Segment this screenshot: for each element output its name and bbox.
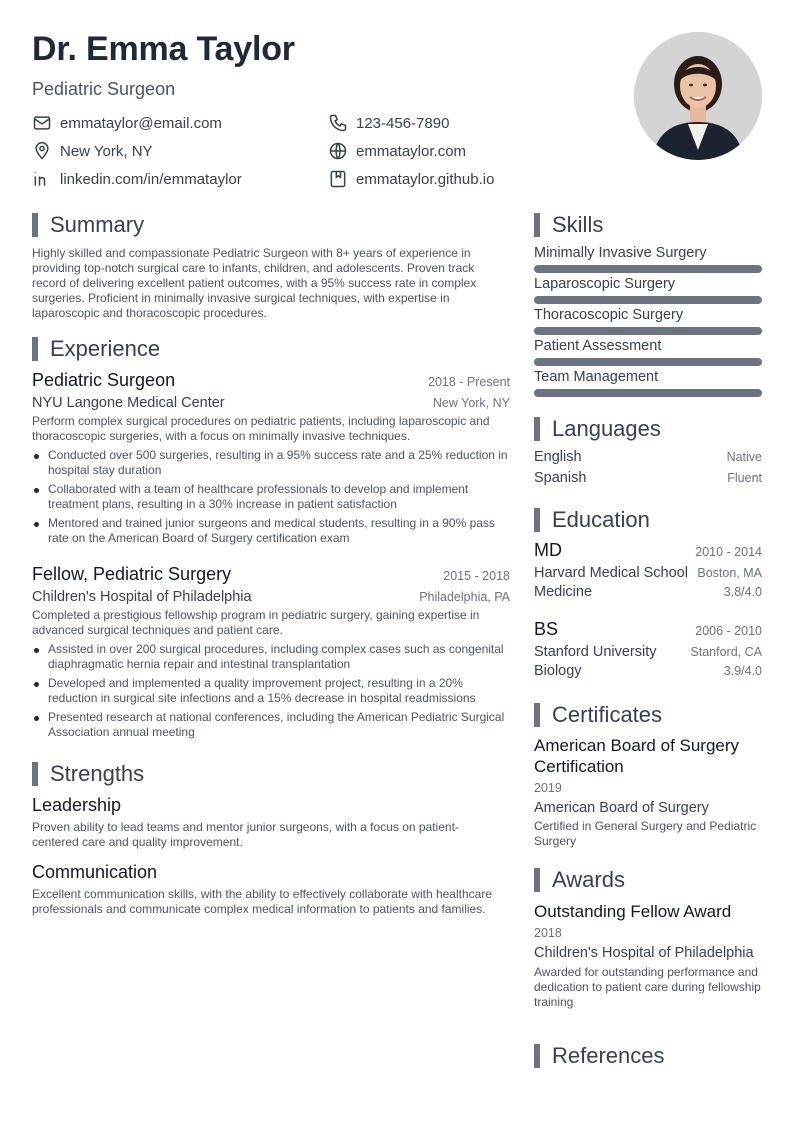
strength-description: Excellent communication skills, with the ability to effectively collaborate with healthcare professionals and communicate complex medical information to patients and families. [32,887,492,916]
job-dates: 2018 - Present [428,375,510,389]
section-strengths [32,761,144,787]
section-certificates [534,702,662,728]
candidate-title: Pediatric Surgeon [32,79,176,99]
section-marker [534,417,540,441]
degree: MD [534,540,562,560]
company-name: Children's Hospital of Philadelphia [32,589,252,605]
skill-level-bar [534,389,762,397]
strength-entry [32,795,510,850]
list-item: Collaborated with a team of healthcare professionals to develop and implement treatment plans, resulting in a 30% increase in patient satisfaction [32,482,510,512]
section-marker [534,508,540,532]
language-level: Native [726,450,762,464]
map-pin-icon [32,141,52,161]
certificate-name: American Board of Surgery Certification [534,736,740,776]
job-title: Pediatric Surgeon [32,370,176,390]
language-item [534,470,762,491]
job-title: Fellow, Pediatric Surgery [32,564,232,584]
education-entry [534,540,762,600]
school-location: Stanford, CA [690,645,762,659]
candidate-name: Dr. Emma Taylor [32,30,295,68]
website-text: emmataylor.com [356,142,467,160]
skill-name: Minimally Invasive Surgery [534,245,707,261]
list-item: Presented research at national conferences, including the American Pediatric Surgical Association annual meeting [32,710,510,740]
list-item: Developed and implemented a quality improvement project, resulting in a 20% reduction in surgical site infections and a 15% decrease in hospital readmissions [32,676,510,706]
section-marker [32,213,38,237]
linkedin-text: linkedin.com/in/emmataylor [60,170,242,188]
skill-name: Thoracoscopic Surgery [534,307,684,323]
phone-icon [328,113,348,133]
award-year: 2018 [534,926,562,940]
language-name: English [534,449,582,465]
list-item: Mentored and trained junior surgeons and medical students, resulting in a 90% pass rate on the American Board of Surgery certification exam [32,516,510,546]
skill-name: Team Management [534,369,659,385]
section-title: Summary [50,212,145,237]
skill-item [534,338,762,369]
section-marker [32,762,38,786]
strength-name: Leadership [32,795,122,815]
location-text: New York, NY [60,142,153,160]
mail-icon [32,113,52,133]
field-of-study: Biology [534,663,582,679]
job-bullets [32,642,510,740]
certificate-description: Certified in General Surgery and Pediatric Surgery [534,819,757,848]
section-marker [534,868,540,892]
section-title: Strengths [50,761,145,786]
award-name: Outstanding Fellow Award [534,902,732,921]
strength-description: Proven ability to lead teams and mentor junior surgeons, with a focus on patient-centered care and quality improvement. [32,820,459,849]
skill-item [534,369,762,400]
section-languages [534,416,661,442]
section-title: Awards [552,867,625,892]
gpa: 3.9/4.0 [723,664,762,678]
award-entry [534,901,762,1010]
list-item: Conducted over 500 surgeries, resulting in a 95% success rate and a 25% reduction in hospital stay duration [32,448,510,478]
skill-item [534,245,762,276]
profile-photo [634,32,762,160]
language-level: Fluent [727,471,762,485]
strength-entry [32,862,510,917]
section-marker [534,213,540,237]
degree: BS [534,619,559,639]
section-references [534,1043,665,1069]
skill-level-bar [534,358,762,366]
phone-text: 123-456-7890 [356,114,450,132]
skill-level-bar [534,327,762,335]
field-of-study: Medicine [534,584,593,600]
education-dates: 2010 - 2014 [695,545,762,559]
github-text: emmataylor.github.io [356,170,495,188]
bookmark-icon [328,169,348,189]
skill-item [534,276,762,307]
section-education [534,507,650,533]
gpa: 3.8/4.0 [723,585,762,599]
certificate-entry [534,735,762,849]
summary-text: Highly skilled and compassionate Pediatric Surgeon with 8+ years of experience in providing top-notch surgical care to infants, children, and adolescents. Proven track record of delivering excellent patient outcomes, with a 95% success rate in complex surgeries. Proficient in minimally invasive surgical techniques, with expertise in laparoscopic and thoracoscopic procedures. [32,246,477,320]
skill-level-bar [534,296,762,304]
section-experience [32,336,160,362]
experience-entry [32,370,510,550]
section-title: Skills [552,212,604,237]
certificate-year: 2019 [534,781,562,795]
certificate-issuer: American Board of Surgery [534,800,709,816]
contact-linkedin[interactable] [32,168,242,190]
award-issuer: Children's Hospital of Philadelphia [534,945,754,961]
company-name: NYU Langone Medical Center [32,395,225,411]
contact-github[interactable] [328,168,494,190]
contact-location [32,140,153,162]
job-location: New York, NY [432,396,510,410]
contact-email[interactable] [32,112,222,134]
strength-name: Communication [32,862,158,882]
section-marker [32,337,38,361]
school-location: Boston, MA [697,566,762,580]
language-item [534,449,762,470]
email-text: emmataylor@email.com [60,114,222,132]
skill-level-bar [534,265,762,273]
section-awards [534,867,625,893]
job-description: Perform complex surgical procedures on pediatric patients, including laparoscopic and thoracoscopic surgeries, with a focus on minimally invasive techniques. [32,414,490,443]
section-title: Experience [50,336,161,361]
language-name: Spanish [534,470,587,486]
job-dates: 2015 - 2018 [443,569,510,583]
contact-website[interactable] [328,140,466,162]
school-name: Harvard Medical School [534,565,688,581]
section-marker [534,703,540,727]
section-title: Certificates [552,702,663,727]
job-description: Completed a prestigious fellowship program in pediatric surgery, gaining expertise in advanced surgical techniques and patient care. [32,608,480,637]
education-entry [534,619,762,679]
section-skills [534,212,603,238]
linkedin-icon [32,169,52,189]
section-title: References [552,1043,665,1068]
languages-list [534,449,762,491]
skill-item [534,307,762,338]
job-location: Philadelphia, PA [419,590,510,604]
section-summary [32,212,144,238]
education-dates: 2006 - 2010 [695,624,762,638]
globe-icon [328,141,348,161]
contact-phone[interactable] [328,112,449,134]
award-description: Awarded for outstanding performance and dedication to patient care during fellowship training [534,965,761,1009]
job-bullets [32,448,510,546]
section-title: Education [552,507,650,532]
skill-name: Patient Assessment [534,338,662,354]
section-title: Languages [552,416,661,441]
section-marker [534,1044,540,1068]
skills-list [534,245,762,400]
skill-name: Laparoscopic Surgery [534,276,676,292]
school-name: Stanford University [534,644,657,660]
experience-entry [32,564,510,744]
list-item: Assisted in over 200 surgical procedures, including complex cases such as congenital diaphragmatic hernia repair and intestinal transplantation [32,642,510,672]
